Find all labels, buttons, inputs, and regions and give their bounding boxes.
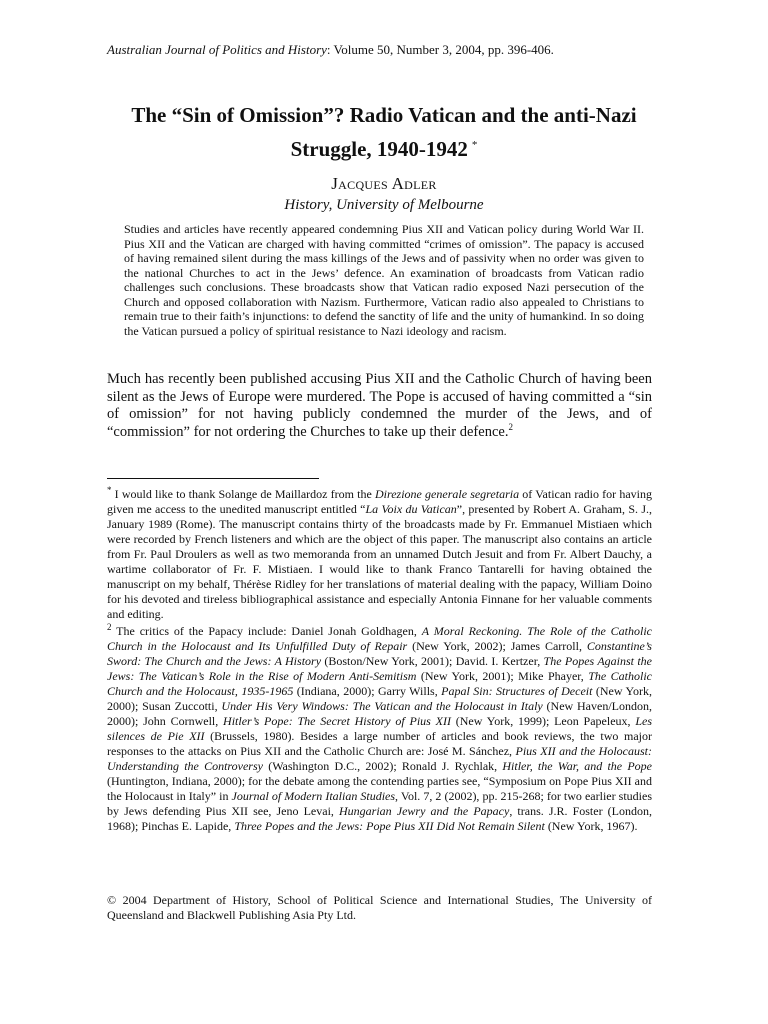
footnote-italic: Hungarian Jewry and the Papacy — [339, 804, 510, 818]
footnote-italic: Constantine’s Sword: The Church and the Jews: A History — [107, 639, 652, 668]
footnote-italic: Hitler’s Pope: The Secret History of Pius XII — [223, 714, 451, 728]
footnote-italic: Direzione generale segretaria — [374, 487, 520, 501]
running-header — [107, 41, 667, 58]
footnote-italic: Les silences de Pie XII — [107, 714, 652, 743]
copyright-notice: © 2004 Department of History, School of Political Science and International Studies, The University of Queensland and Blackwell Publishing Asia Pty Ltd. — [107, 893, 652, 922]
footnotes — [107, 487, 652, 836]
footnote-text: (New York, 1999); Leon Papeleux, — [450, 714, 636, 728]
footnote-text: (Indiana, 2000); Garry Wills, — [293, 684, 442, 698]
author-affiliation: History, University of Melbourne — [284, 197, 484, 213]
footnote-text: (New York, 2000); Susan Zuccotti, — [107, 684, 653, 713]
footnote-text: (Boston/New York, 2001); David. I. Kertzer, — [321, 654, 544, 668]
article-title-text: The “Sin of Omission”? Radio Vatican and the anti-Nazi Struggle, 1940-1942 — [131, 103, 637, 161]
journal-name: Australian Journal of Politics and History — [107, 42, 327, 57]
footnote-text: (New York, 2001); Mike Phayer, — [416, 669, 589, 683]
author-name: Jacques Adler — [331, 174, 437, 193]
journal-details: : Volume 50, Number 3, 2004, pp. 396-406. — [326, 42, 554, 57]
footnote-text: (Huntington, Indiana, 2000); for the debate among the contending parties see, “Symposium on Pope Pius XII and the Holocaust in Italy” in — [107, 774, 652, 803]
footnote-italic: Pius XII and the Holocaust: Understanding the Controversy — [107, 744, 652, 773]
footnote-text: (Washington D.C., 2002); Ronald J. Rychlak, — [262, 759, 503, 773]
footnote-text: of Vatican radio for having given me access to the unedited manuscript entitled “ — [107, 487, 652, 516]
footnote-italic: Three Popes and the Jews: Pope Pius XII Did Not Remain Silent — [234, 819, 545, 833]
title-footnote-mark: * — [471, 139, 478, 151]
body-paragraph-text: Much has recently been published accusing Pius XII and the Catholic Church of having been silent as the Jews of Europe were murdered. The Pope is accused of having committed a “sin of omission” for not having publicly condemned the murder of the Jews, and of “commission” for not ordering the Churches to take up their defence. — [107, 371, 652, 440]
footnote-italic: Papal Sin: Structures of Deceit — [441, 684, 593, 698]
abstract: Studies and articles have recently appeared condemning Pius XII and Vatican policy during World War II. Pius XII and the Vatican are charged with having committed “crimes of omission”. The papacy is accused of having remained silent during the mass killings of the Jews and of passivity when no order was given to the national Churches to act in the Jews’ defence. An examination of broadcasts from Vatican radio challenges such conclusions. These broadcasts show that Vatican radio exposed Nazi persecution of the Church and opposed collaboration with Nazism. Furthermore, Vatican radio also appealed to Christians to remain true to their faith’s injunctions: to defend the sanctity of life and the unity of humankind. In so doing the Vatican pursued a policy of spiritual resistance to Nazi ideology and racism. — [124, 222, 644, 338]
article-title — [100, 100, 668, 164]
footnote-italic: La Voix du Vatican — [365, 502, 457, 516]
footnote-italic: The Catholic Church and the Holocaust, 1935-1965 — [107, 669, 653, 698]
footnote-italic: Under His Very Windows: The Vatican and the Holocaust in Italy — [221, 699, 543, 713]
footnote-text: (New York, 2002); James Carroll, — [407, 639, 587, 653]
footnote-text: I would like to thank Solange de Maillardoz from the — [111, 487, 375, 501]
footnote-text: (New Haven/London, 2000); John Cornwell, — [107, 699, 652, 728]
footnote-italic: A Moral Reckoning. The Role of the Catholic Church in the Holocaust and Its Unfulfilled Duty of Repair — [107, 624, 652, 653]
footnote-text: , Vol. 7, 2 (2002), pp. 215-268; for two earlier studies by Jews defending Pius XII see, Jeno Levai, — [107, 789, 652, 818]
footnote-reference: 2 — [508, 421, 513, 432]
footnote-italic: Hitler, the War, and the Pope — [502, 759, 653, 773]
footnote-text: ”, presented by Robert A. Graham, S. J., January 1989 (Rome). The manuscript contains thirty of the broadcasts made by Fr. Emmanuel Mistiaen which were recorded by French listeners and which are the object of this paper. The manuscript also contains an article from Fr. Paul Droulers as well as two memoranda from an unnamed Dutch Jesuit and from Fr. Albert Dauchy, a wartime collaborator of Fr. F. Mistiaen. I would like to thank Franco Tantarelli for having obtained the manuscript on my behalf, Thérèse Ridley for her translations of material dealing with the papacy, William Doino for his devoted and tireless bibliographical assistance and especially Antonia Finnane for her valuable comments and editing. — [107, 502, 652, 621]
body-paragraph — [107, 371, 652, 441]
footnote-italic: The Popes Against the Jews: The Vatican’s Role in the Rise of Modern Anti-Semitism — [107, 654, 652, 683]
footnote-divider — [107, 478, 319, 479]
footnote-mark: 2 — [107, 622, 112, 632]
footnote-italic: Journal of Modern Italian Studies — [231, 789, 396, 803]
footnote-text: , trans. J.R. Foster (London, 1968); Pinchas E. Lapide, — [107, 804, 653, 833]
footnote-mark: * — [107, 485, 112, 495]
footnote-critics — [107, 624, 652, 834]
footnote-text: The critics of the Papacy include: Daniel Jonah Goldhagen, — [111, 624, 422, 638]
footnote-acknowledgement — [107, 487, 652, 622]
footnote-text: (New York, 1967). — [544, 819, 638, 833]
footnote-text: (Brussels, 1980). Besides a large number of articles and book reviews, the two major responses to the attacks on Pius XII and the Catholic Church are: José M. Sánchez, — [107, 729, 652, 758]
